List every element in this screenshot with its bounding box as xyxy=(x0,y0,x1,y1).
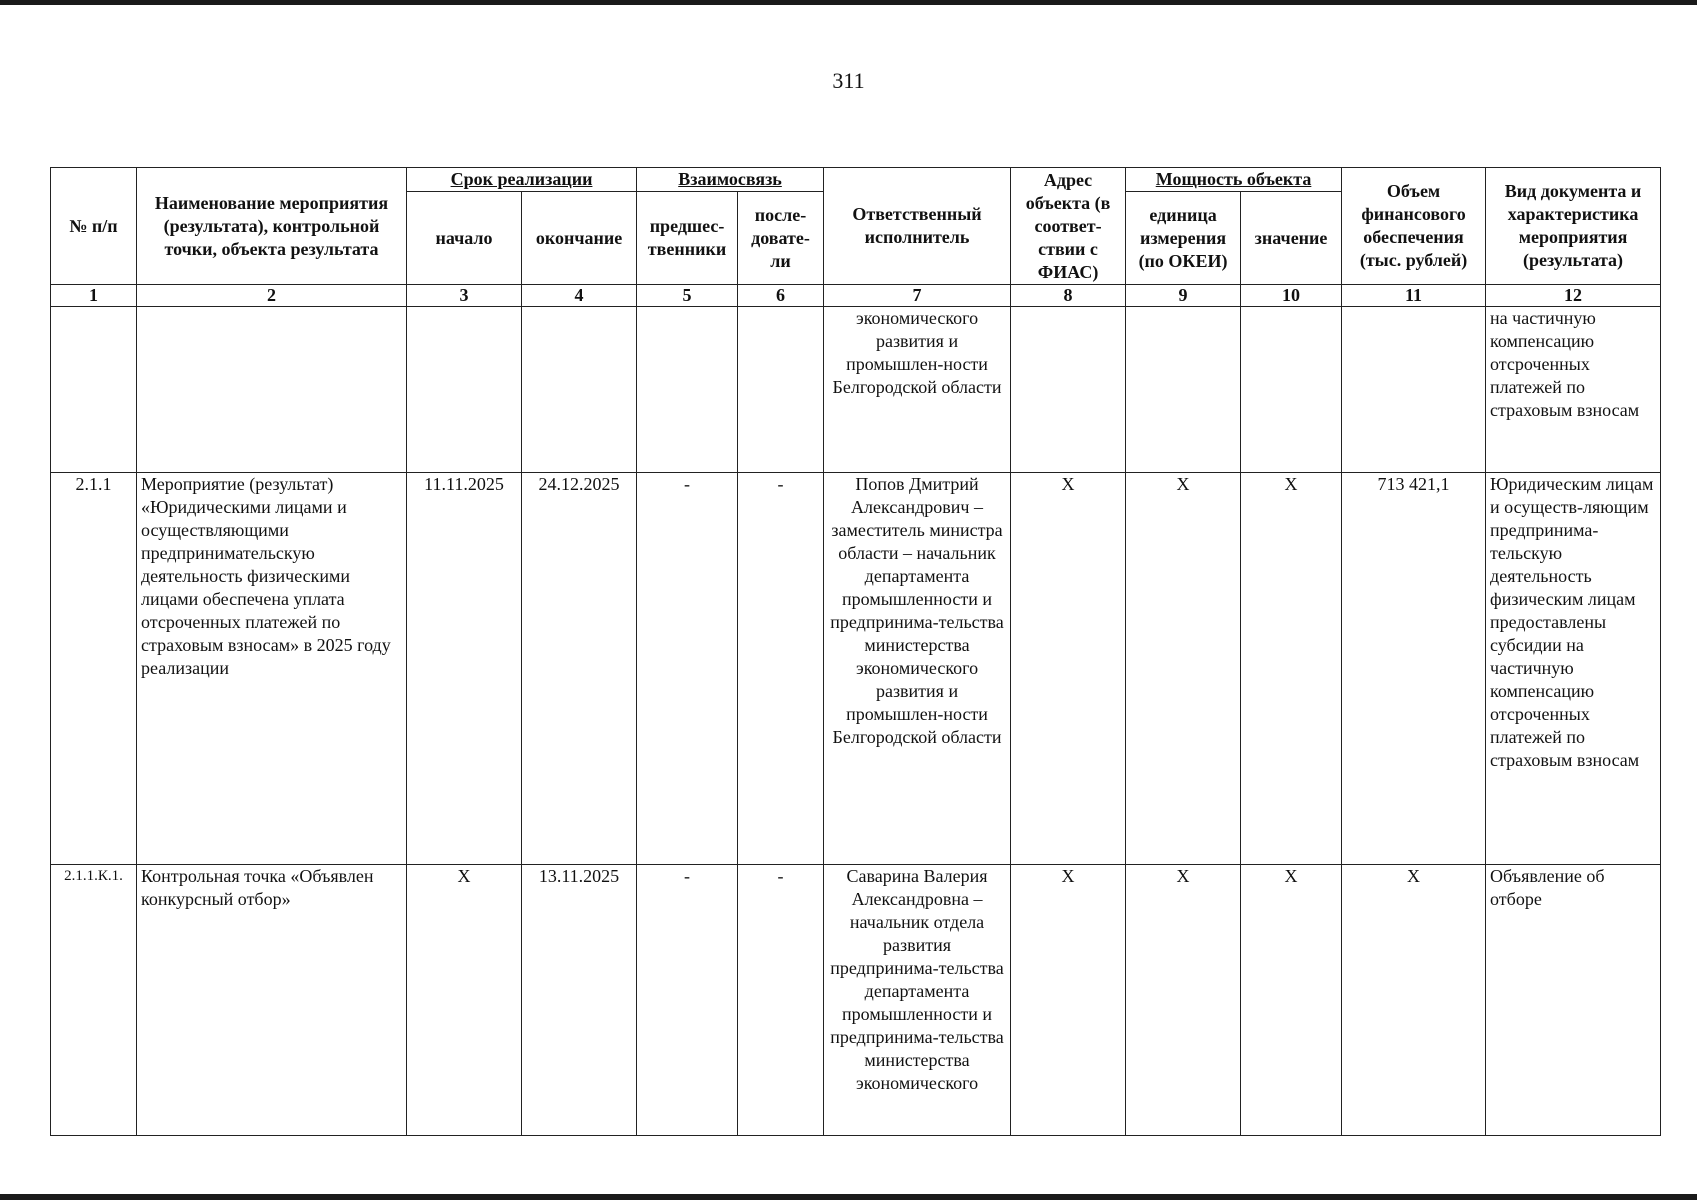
cell-num: 2.1.1.К.1. xyxy=(51,865,137,1136)
header-address: Адрес объекта (в соответ-ствии с ФИАС) xyxy=(1011,168,1126,285)
cell-value: X xyxy=(1241,865,1342,1136)
cell-prev xyxy=(637,307,738,473)
column-number: 5 xyxy=(637,285,738,307)
header-term-end: окончание xyxy=(522,192,637,285)
header-capacity: Мощность объекта xyxy=(1126,168,1342,192)
column-number: 11 xyxy=(1342,285,1486,307)
cell-value xyxy=(1241,307,1342,473)
cell-address: X xyxy=(1011,865,1126,1136)
header-relation-prev: предшес-твенники xyxy=(637,192,738,285)
column-number: 9 xyxy=(1126,285,1241,307)
header-capacity-value: значение xyxy=(1241,192,1342,285)
cell-responsible: Попов Дмитрий Александрович – заместитель министра области – начальник департамента промышленности и предпринима-тельства министерства экономического развития и промышлен-ности Белгородской области xyxy=(824,473,1011,865)
scan-border-bottom xyxy=(0,1194,1697,1200)
column-number: 8 xyxy=(1011,285,1126,307)
cell-num: 2.1.1 xyxy=(51,473,137,865)
cell-value: X xyxy=(1241,473,1342,865)
column-number: 10 xyxy=(1241,285,1342,307)
column-number-row xyxy=(51,285,1661,307)
cell-start: 11.11.2025 xyxy=(407,473,522,865)
cell-name: Мероприятие (результат) «Юридическими лицами и осуществляющими предпринимательскую деятельность физическими лицами обеспечена уплата отсроченных платежей по страховым взносам» в 2025 году реализации xyxy=(137,473,407,865)
scan-border-top xyxy=(0,0,1697,5)
header-relation: Взаимосвязь xyxy=(637,168,824,192)
header-relation-next: после-довате-ли xyxy=(738,192,824,285)
cell-num xyxy=(51,307,137,473)
column-number: 7 xyxy=(824,285,1011,307)
cell-finance: X xyxy=(1342,865,1486,1136)
column-number: 3 xyxy=(407,285,522,307)
header-term-start: начало xyxy=(407,192,522,285)
activity-plan-table xyxy=(50,167,1661,1136)
cell-start: X xyxy=(407,865,522,1136)
cell-unit: X xyxy=(1126,473,1241,865)
cell-prev: - xyxy=(637,865,738,1136)
column-number: 12 xyxy=(1486,285,1661,307)
cell-prev: - xyxy=(637,473,738,865)
column-number: 6 xyxy=(738,285,824,307)
header-row-top xyxy=(51,168,1661,192)
cell-address: X xyxy=(1011,473,1126,865)
cell-name xyxy=(137,307,407,473)
cell-unit xyxy=(1126,307,1241,473)
cell-next: - xyxy=(738,473,824,865)
cell-address xyxy=(1011,307,1126,473)
table-row xyxy=(51,865,1661,1136)
header-term: Срок реализации xyxy=(407,168,637,192)
header-finance: Объем финансового обеспечения (тыс. рублей) xyxy=(1342,168,1486,285)
header-responsible: Ответственный исполнитель xyxy=(824,168,1011,285)
cell-next: - xyxy=(738,865,824,1136)
cell-end: 24.12.2025 xyxy=(522,473,637,865)
cell-end xyxy=(522,307,637,473)
cell-responsible: Саварина Валерия Александровна – начальник отдела развития предпринима-тельства департамента промышленности и предпринима-тельства министерства экономического xyxy=(824,865,1011,1136)
table-row xyxy=(51,473,1661,865)
header-doc-type: Вид документа и характеристика мероприятия (результата) xyxy=(1486,168,1661,285)
cell-end: 13.11.2025 xyxy=(522,865,637,1136)
column-number: 4 xyxy=(522,285,637,307)
page-number: 311 xyxy=(832,68,865,93)
cell-doc: Юридическим лицам и осуществ-ляющим предпринима-тельскую деятельность физическим лицам предоставлены субсидии на частичную компенсацию отсроченных платежей по страховым взносам xyxy=(1486,473,1661,865)
column-number: 1 xyxy=(51,285,137,307)
cell-next xyxy=(738,307,824,473)
cell-finance xyxy=(1342,307,1486,473)
cell-doc: на частичную компенсацию отсроченных платежей по страховым взносам xyxy=(1486,307,1661,473)
header-capacity-unit: единица измерения (по ОКЕИ) xyxy=(1126,192,1241,285)
cell-doc: Объявление об отборе xyxy=(1486,865,1661,1136)
cell-start xyxy=(407,307,522,473)
cell-responsible: экономического развития и промышлен-ности Белгородской области xyxy=(824,307,1011,473)
table-row xyxy=(51,307,1661,473)
cell-name: Контрольная точка «Объявлен конкурсный отбор» xyxy=(137,865,407,1136)
cell-finance: 713 421,1 xyxy=(1342,473,1486,865)
header-name: Наименование мероприятия (результата), контрольной точки, объекта результата xyxy=(137,168,407,285)
cell-unit: X xyxy=(1126,865,1241,1136)
header-num: № п/п xyxy=(51,168,137,285)
column-number: 2 xyxy=(137,285,407,307)
